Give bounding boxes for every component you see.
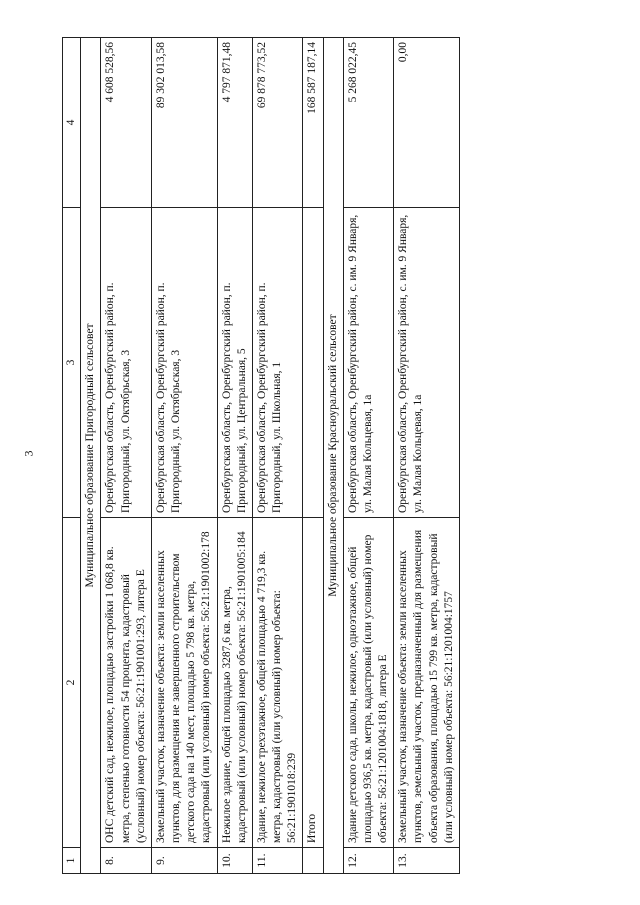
total-empty-cell xyxy=(303,848,323,874)
header-cell: 1 xyxy=(63,848,81,874)
total-value: 168 587 187,14 xyxy=(303,38,323,208)
object-address: Оренбургская область, Оренбургский район, п. Пригородный, ул. Октябрьская, 3 xyxy=(101,208,152,518)
header-cell: 2 xyxy=(63,518,81,848)
object-name: Земельный участок, назначение объекта: земли населенных пунктов, для размещения не завершенного строительством детского сада на 140 мест, площадью 5 798 кв. метра, кадастровый (или условный) номер объекта: 56:21:1901002:178 xyxy=(151,518,217,848)
total-row xyxy=(303,38,323,874)
object-name: ОНС детский сад, нежилое, площадью застройки 1 068,8 кв. метра, степенью готовности 54 процента, кадастровый (условный) номер объекта: 56:21:1901001:293, литера Е xyxy=(101,518,152,848)
object-name: Здание детского сада, школы, нежилое, одноэтажное, общей площадью 936,5 кв. метра, кадастровый (или условный) номер объекта: 56:21:1201004:1818, литера Е xyxy=(343,518,394,848)
object-value: 5 268 022,45 xyxy=(343,38,394,208)
table-row xyxy=(252,38,303,874)
object-address: Оренбургская область, Оренбургский район, с. им. 9 Января, ул. Малая Кольцевая, 1а xyxy=(394,208,460,518)
header-cell: 4 xyxy=(63,38,81,208)
table-row xyxy=(343,38,394,874)
object-value: 89 302 013,58 xyxy=(151,38,217,208)
total-empty-cell xyxy=(303,208,323,518)
object-value: 0,00 xyxy=(394,38,460,208)
object-name: Здание, нежилое трехэтажное, общей площадью 4 719,3 кв. метра, кадастровый (или условный) номер объекта: 56:21:1901018:239 xyxy=(252,518,303,848)
object-value: 4 797 871,48 xyxy=(217,38,252,208)
table-row xyxy=(101,38,152,874)
object-value: 69 878 773,52 xyxy=(252,38,303,208)
page-number: 3 xyxy=(21,450,36,457)
section-title: Муниципальное образование Красноуральский сельсовет xyxy=(323,38,343,874)
table-row xyxy=(394,38,460,874)
section-title-row xyxy=(81,38,101,874)
property-table xyxy=(62,37,460,874)
object-name: Нежилое здание, общей площадью 3287,6 кв. метра, кадастровый (или условный) номер объекта: 56:21:1901005:184 xyxy=(217,518,252,848)
table-row xyxy=(217,38,252,874)
row-number: 9. xyxy=(151,848,217,874)
object-address: Оренбургская область, Оренбургский район, с. им. 9 Января, ул. Малая Кольцевая, 1а xyxy=(343,208,394,518)
object-value: 4 608 528,56 xyxy=(101,38,152,208)
header-row xyxy=(63,38,81,874)
object-address: Оренбургская область, Оренбургский район, п. Пригородный, ул. Октябрьская, 3 xyxy=(151,208,217,518)
table-row xyxy=(151,38,217,874)
object-name: Земельный участок, назначение объекта: земли населенных пунктов, земельный участок, предназначенный для размещения объекта образования, площадью 15 799 кв. метра, кадастровый (или условный) номер объекта: 56:21:1201004:1757 xyxy=(394,518,460,848)
row-number: 12. xyxy=(343,848,394,874)
row-number: 11. xyxy=(252,848,303,874)
object-address: Оренбургская область, Оренбургский район, п. Пригородный, ул. Школьная, 1 xyxy=(252,208,303,518)
header-cell: 3 xyxy=(63,208,81,518)
row-number: 13. xyxy=(394,848,460,874)
section-title-row xyxy=(323,38,343,874)
section-title: Муниципальное образование Пригородный сельсовет xyxy=(81,38,101,874)
total-label: Итого xyxy=(303,518,323,848)
object-address: Оренбургская область, Оренбургский район, п. Пригородный, ул. Центральная, 5 xyxy=(217,208,252,518)
row-number: 10. xyxy=(217,848,252,874)
rotated-sheet xyxy=(62,38,602,874)
row-number: 8. xyxy=(101,848,152,874)
